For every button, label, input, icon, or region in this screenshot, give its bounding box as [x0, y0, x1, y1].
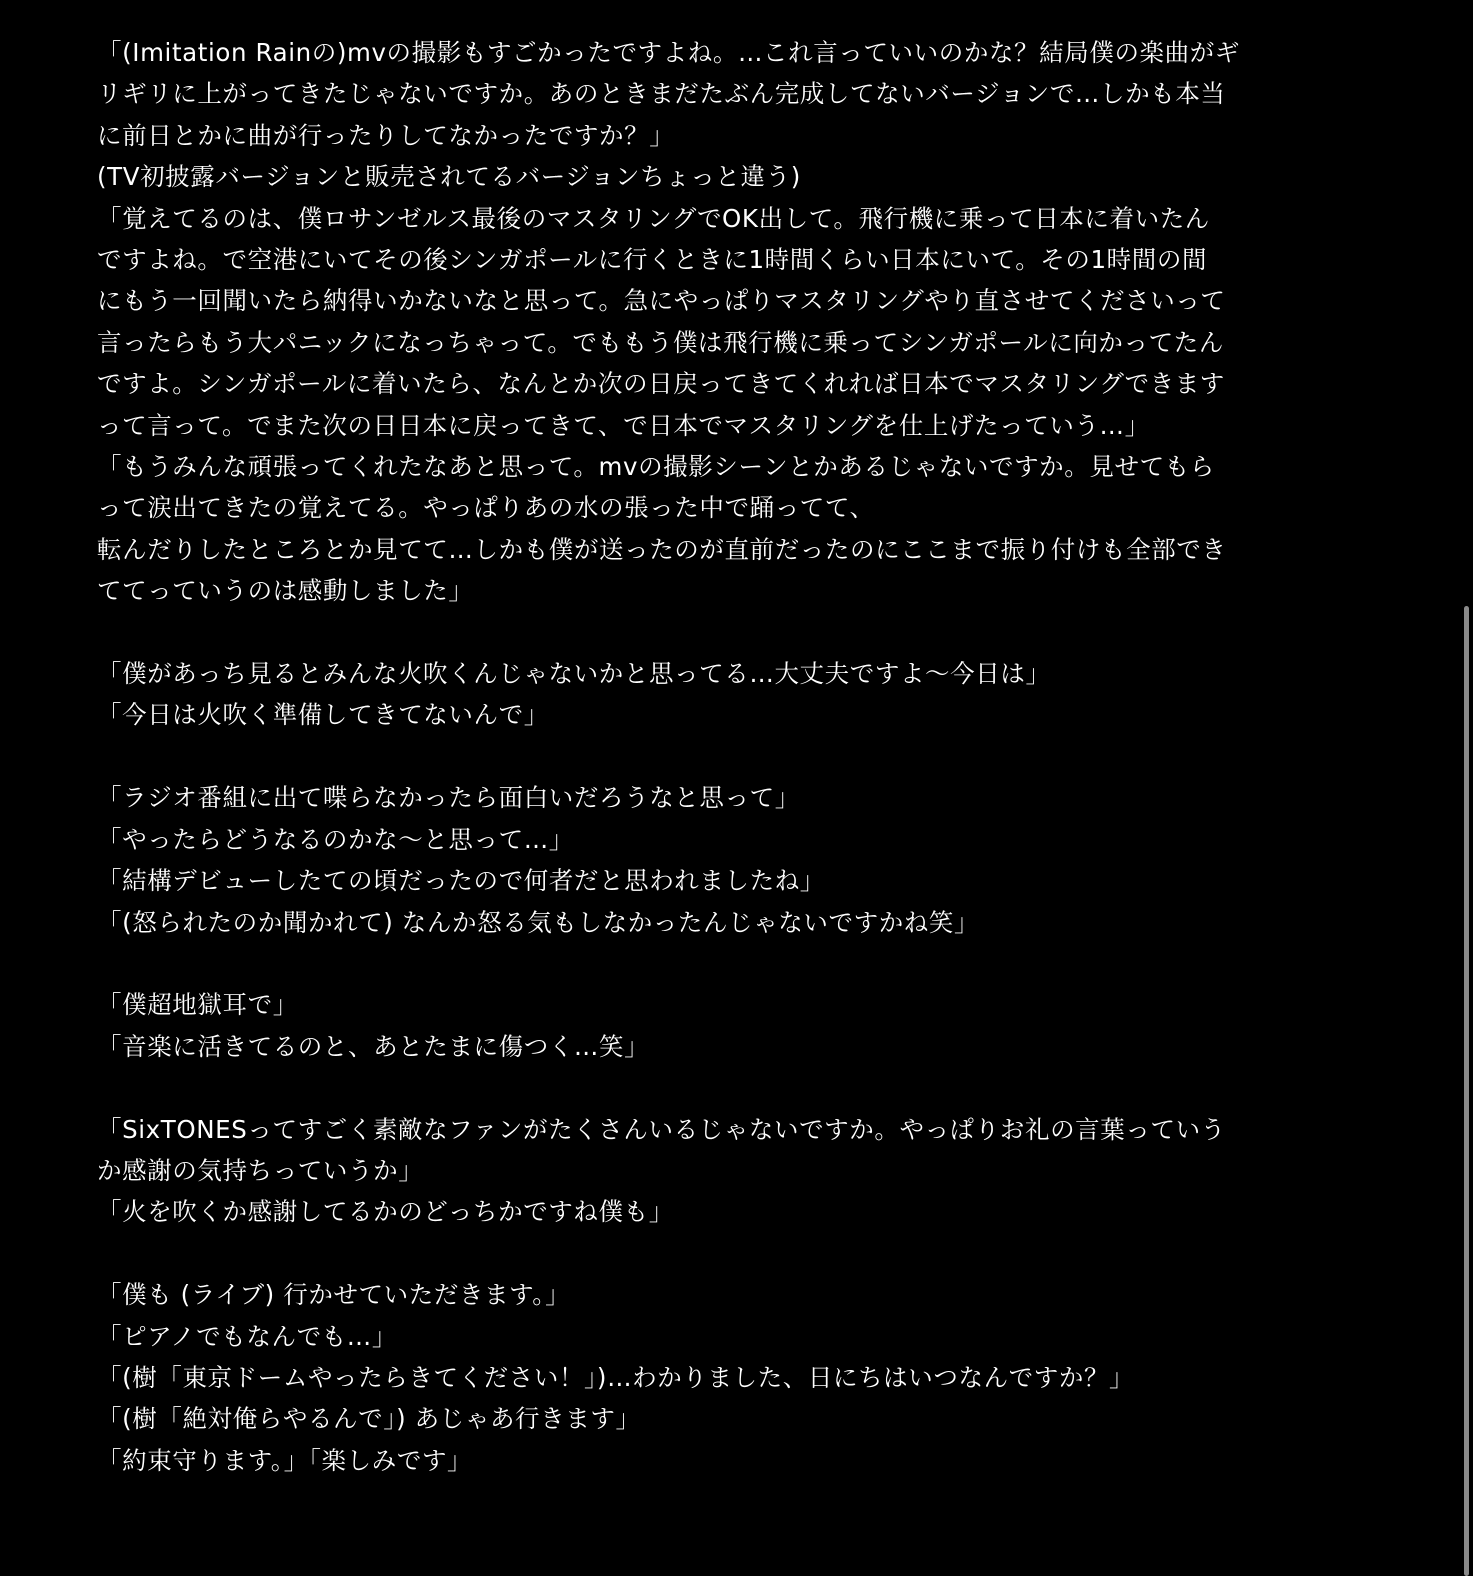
note-line: って言って。でまた次の日日本に戻ってきて、で日本でマスタリングを仕上げたっていう…」 [97, 410, 1150, 440]
blank-line [97, 943, 1287, 984]
note-line: リギリに上がってきたじゃないですか。あのときまだたぶん完成してないバージョンで…しかも本当 [97, 79, 1226, 109]
note-line: 「結構デビューしたての頃だったので何者だと思われましたね」 [97, 866, 825, 896]
note-line: 言ったらもう大パニックになっちゃって。でももう僕は飛行機に乗ってシンガポールに向かってたん [97, 327, 1224, 357]
note-line: ですよね。で空港にいてその後シンガポールに行くときに1時間くらい日本にいて。その1時間の間 [97, 245, 1208, 275]
note-line: 「もうみんな頑張ってくれたなあと思って。mvの撮影シーンとかあるじゃないですか。見せてもら [97, 452, 1215, 482]
note-line: に前日とかに曲が行ったりしてなかったですか？」 [97, 120, 675, 150]
note-line: って涙出てきたの覚えてる。やっぱりあの水の張った中で踊ってて、 [97, 493, 875, 523]
note-line: 「僕も (ライブ) 行かせていただきます。」 [97, 1280, 571, 1310]
blank-line [97, 1233, 1287, 1274]
note-body[interactable] [97, 32, 1287, 1481]
scrollbar-thumb[interactable] [1464, 606, 1469, 1576]
blank-line [97, 736, 1287, 777]
note-line: 「今日は火吹く準備してきてないんで」 [97, 700, 549, 730]
note-line: 「僕があっち見るとみんな火吹くんじゃないかと思ってる…大丈夫ですよ〜今日は」 [97, 659, 1051, 689]
blank-line [97, 1067, 1287, 1108]
note-line: か感謝の気持ちっていうか」 [97, 1155, 424, 1185]
note-line: 「音楽に活きてるのと、あとたまに傷つく…笑」 [97, 1031, 650, 1061]
note-line: 「やったらどうなるのかな〜と思って…」 [97, 824, 574, 854]
note-line: 「僕超地獄耳で」 [97, 990, 298, 1020]
note-line: 「ピアノでもなんでも…」 [97, 1321, 397, 1351]
note-line: にもう一回聞いたら納得いかないなと思って。急にやっぱりマスタリングやり直させてくださいって [97, 286, 1226, 316]
note-line: 「(樹「東京ドームやったらきてください！」)…わかりました、日にちはいつなんですか？」 [97, 1362, 1135, 1392]
note-line: 「約束守ります。」「楽しみです」 [97, 1445, 473, 1475]
note-line: 「(怒られたのか聞かれて) なんか怒る気もしなかったんじゃないですかね笑」 [97, 907, 980, 937]
note-line: 「ラジオ番組に出て喋らなかったら面白いだろうなと思って」 [97, 783, 800, 813]
note-line: 「火を吹くか感謝してるかのどっちかですね僕も」 [97, 1197, 674, 1227]
note-line: 「覚えてるのは、僕ロサンゼルス最後のマスタリングでOK出して。飛行機に乗って日本に着いたん [97, 203, 1210, 233]
note-line: 「(樹「絶対俺らやるんで」) あじゃあ行きます」 [97, 1404, 641, 1434]
note-line: ててっていうのは感動しました」 [97, 576, 474, 606]
blank-line [97, 612, 1287, 653]
note-line: 「(Imitation Rainの)mvの撮影もすごかったですよね。…これ言っていいのかな？結局僕の楽曲がギ [97, 38, 1240, 67]
note-line: 「SixTONESってすごく素敵なファンがたくさんいるじゃないですか。やっぱりお礼の言葉っていう [97, 1114, 1226, 1144]
note-line: 転んだりしたところとか見てて…しかも僕が送ったのが直前だったのにここまで振り付けも全部でき [97, 534, 1227, 564]
note-line: (TV初披露バージョンと販売されてるバージョンちょっと違う) [97, 162, 801, 192]
note-line: ですよ。シンガポールに着いたら、なんとか次の日戻ってきてくれれば日本でマスタリングできます [97, 369, 1225, 399]
